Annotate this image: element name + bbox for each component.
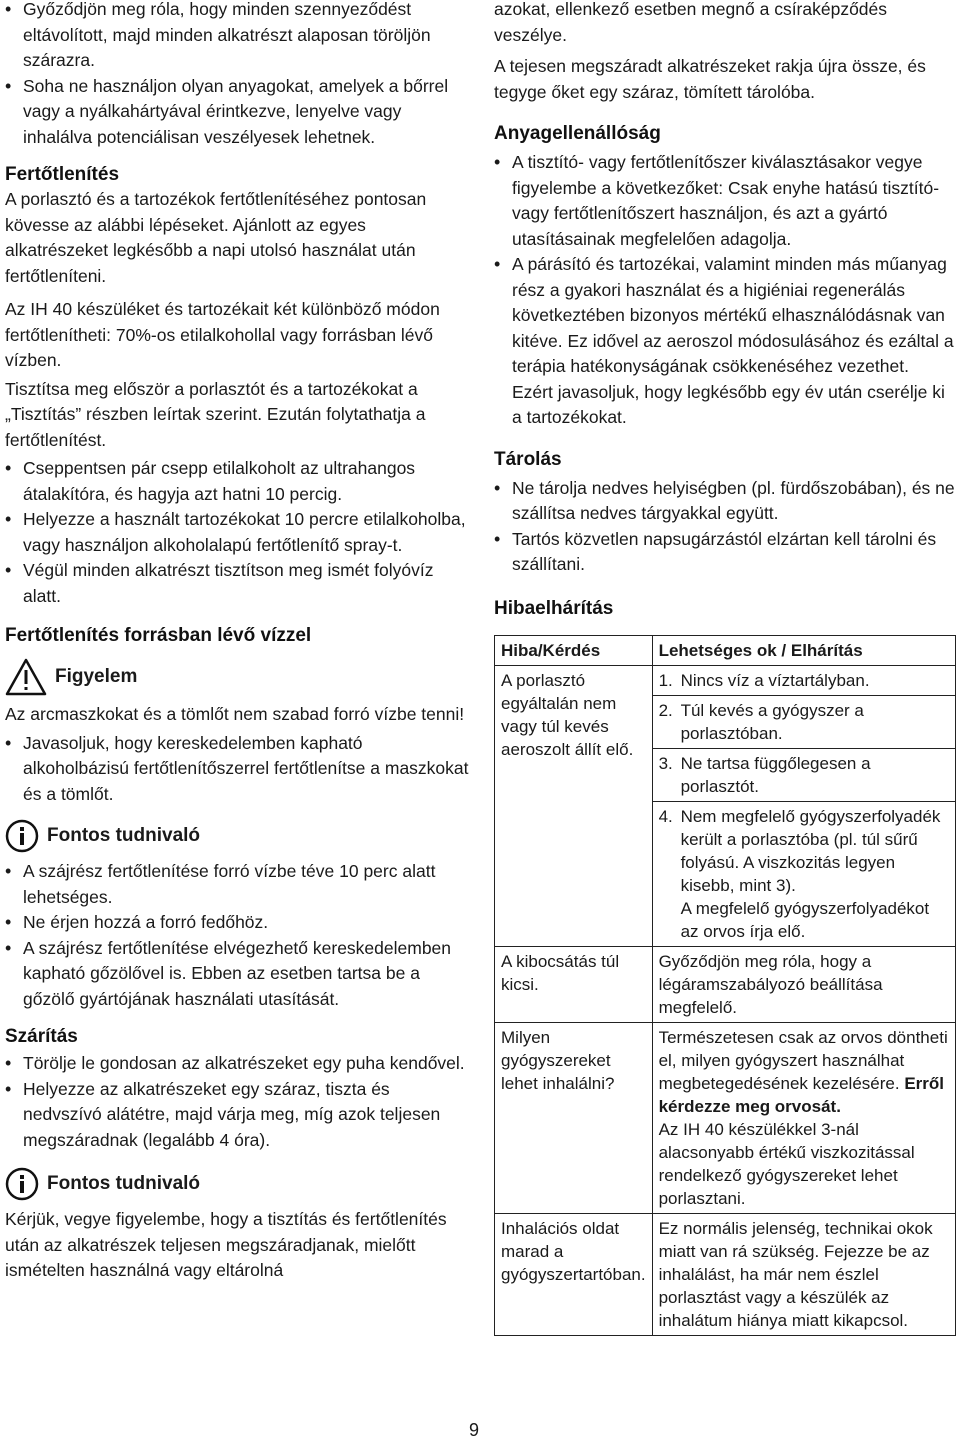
list-item: • Javasoljuk, hogy kereskedelemben kapható alkoholbázisú fertőtlenítőszerrel fertőtlenítse a maszkokat és a tömlőt. xyxy=(5,731,470,808)
table-row xyxy=(495,1213,956,1335)
intro-bullet-list xyxy=(5,0,470,150)
list-item: • A szájrész fertőtlenítése forró vízbe téve 10 perc alatt lehetséges. xyxy=(5,859,470,910)
resistance-after-text: Ezért javasoljuk, hogy legkésőbb egy év után cserélje ki a tartozékokat. xyxy=(512,381,945,427)
disinfection-paragraph: A porlasztó és a tartozékok fertőtlenítéséhez pontosan kövesse az alábbi lépéseket. Ajánlott az egyes alkatrészeket legkésőbb a napi utolsó használat után fertőtleníteni. xyxy=(5,189,427,286)
solution-cell: Győződjön meg róla, hogy a légáramszabályozó beállítása megfelelő. xyxy=(652,946,955,1022)
warning-text: Az arcmaszkokat és a tömlőt nem szabad forró vízbe tenni! xyxy=(5,704,465,724)
problem-cell: Milyen gyógyszereket lehet inhalálni? xyxy=(495,1022,653,1213)
list-item: • Soha ne használjon olyan anyagokat, amelyek a bőrrel vagy a nyálkahártyával érintkezve, lenyelve vagy inhalálva potenciálisan veszélyesek lehetnek. xyxy=(5,74,470,151)
list-item: • A párásító és tartozékai, valamint minden más műanyag rész a gyakori használat és a higiéniai regenerálás következtében bizonyos mértékű elhasználódásnak van kitéve. Ez idővel az aeroszol módosulásához és ezáltal a terápia hatékonyságának csökkenéséhez vezethet. xyxy=(494,252,956,380)
step-text: Ne tartsa függőlegesen a porlasztót. xyxy=(680,753,871,796)
resistance-bullet-list xyxy=(494,150,956,380)
list-item: • A tisztító- vagy fertőtlenítőszer kiválasztásakor vegye figyelembe a következőket: Csak enyhe hatású tisztító- vagy fertőtlenítőszert használjon, és azt a gyártó utasításainak megfelelően adagolja. xyxy=(494,150,956,252)
column-header: Hiba/Kérdés xyxy=(495,635,653,665)
step-number: 1. xyxy=(658,670,673,690)
drying-bullet-list xyxy=(5,1051,470,1153)
list-item: • Helyezze a használt tartozékokat 10 percre etilalkoholba, vagy használjon alkoholalapú fertőtlenítő spray-t. xyxy=(5,507,470,558)
resistance-heading: Anyagellenállóság xyxy=(494,123,661,144)
list-item: • Cseppentsen pár csepp etilalkoholt az ultrahangos átalakítóra, és hagyja azt hatni 10 percig. xyxy=(5,456,470,507)
solution-step xyxy=(653,666,955,696)
list-item: • Törölje le gondosan az alkatrészeket egy puha kendővel. xyxy=(5,1051,470,1077)
left-column xyxy=(5,0,470,1287)
column-header: Lehetséges ok / Elhárítás xyxy=(652,635,955,665)
warning-title: Figyelem xyxy=(55,666,138,688)
step-number: 2. xyxy=(658,700,673,720)
step-text: Túl kevés a gyógyszer a porlasztóban. xyxy=(680,700,864,743)
list-item: • Végül minden alkatrészt tisztítson meg ismét folyóvíz alatt. xyxy=(5,558,470,609)
solution-emphasis: Erről kérdezze meg orvosát. xyxy=(658,1073,944,1116)
table-header-row xyxy=(495,635,956,665)
disinfection-heading: Fertőtlenítés xyxy=(5,164,120,185)
boiling-heading: Fertőtlenítés forrásban lévő vízzel xyxy=(5,625,312,646)
solution-cell: Ez normális jelenség, technikai okok miatt van rá szükség. Fejezze be az inhalálást, ha már nem észlel porlasztást vagy a készülék az inhalátum hiánya miatt kikapcsol. xyxy=(652,1213,955,1335)
step-text: Nincs víz a víztartályban. xyxy=(680,670,870,690)
list-item: • Helyezze az alkatrészeket egy száraz, tiszta és nedvszívó alátétre, majd várja meg, míg azok teljesen megszáradnak (legalább 4 óra). xyxy=(5,1077,470,1154)
troubleshooting-heading: Hibaelhárítás xyxy=(494,597,614,619)
solution-step xyxy=(653,749,955,802)
list-item: • Ne tárolja nedves helyiségben (pl. fürdőszobában), és ne szállítsa nedves tárgyakkal együtt. xyxy=(494,476,956,527)
solution-cell xyxy=(652,1022,955,1213)
page-number: 9 xyxy=(469,1420,480,1440)
list-item: • Tartós közvetlen napsugárzástól elzártan kell tárolni és szállítani. xyxy=(494,527,956,578)
list-item: • A szájrész fertőtlenítése elvégezhető kereskedelemben kapható gőzölővel is. Ebben az esetben tartsa be a gőzölő gyártójának használati utasítását. xyxy=(5,936,470,1013)
info-icon xyxy=(5,1167,39,1201)
list-item: • Ne érjen hozzá a forró fedőhöz. xyxy=(5,910,470,936)
info-title: Fontos tudnivaló xyxy=(47,1173,201,1195)
solution-cell xyxy=(652,665,955,946)
info-text: Kérjük, vegye figyelembe, hogy a tisztítás és fertőtlenítés után az alkatrészek teljesen megszáradjanak, mielőtt ismételten használná vagy eltárolná xyxy=(5,1209,447,1280)
info-title: Fontos tudnivaló xyxy=(47,825,201,847)
info-notice xyxy=(5,1167,470,1201)
troubleshooting-table xyxy=(494,635,956,1336)
disinfection-paragraph: Tisztítsa meg először a porlasztót és a tartozékokat a „Tisztítás” részben leírtak szerint. Ezután folytathatja a fertőtlenítést. xyxy=(5,378,426,450)
problem-cell: A kibocsátás túl kicsi. xyxy=(495,946,653,1022)
step-number: 3. xyxy=(658,753,673,773)
solution-text: Természetesen csak az orvos döntheti el, milyen gyógyszert használhat megbetegedésének kezelésére. xyxy=(658,1027,948,1093)
problem-cell: Inhalációs oldat marad a gyógyszertartóban. xyxy=(495,1213,653,1335)
step-extra-text: A megfelelő gyógyszerfolyadékot az orvos írja elő. xyxy=(680,898,930,941)
disinfection-paragraph: Az IH 40 készüléket és tartozékait két különböző módon fertőtlenítheti: 70%-os etilalkohollal vagy forrásban lévő vízben. xyxy=(5,299,440,370)
problem-cell: A porlasztó egyáltalán nem vagy túl kevés aeroszolt állít elő. xyxy=(495,665,653,946)
storage-note: A tejesen megszáradt alkatrészeket rakja újra össze, és tegyge őket egy száraz, tömített tárolóba. xyxy=(494,56,926,102)
storage-heading: Tárolás xyxy=(494,448,562,470)
right-column xyxy=(494,0,956,1336)
step-number: 4. xyxy=(658,806,673,826)
table-row xyxy=(495,1022,956,1213)
list-item: • Győződjön meg róla, hogy minden szennyeződést eltávolított, majd minden alkatrészt alaposan töröljön szárazra. xyxy=(5,0,470,74)
warning-bullet-list xyxy=(5,731,470,808)
warning-triangle-icon xyxy=(5,658,47,696)
solution-step xyxy=(653,696,955,749)
table-row xyxy=(495,665,956,946)
solution-text: Az IH 40 készülékkel 3-nál alacsonyabb értékű viszkozitással rendelkező gyógyszereket lehet porlasztani. xyxy=(658,1119,915,1208)
drying-heading: Szárítás xyxy=(5,1026,78,1047)
step-text: Nem megfelelő gyógyszerfolyadék került a porlasztóba (pl. túl sűrű folyású. A viszkozitás legyen kisebb, mint 3). xyxy=(680,806,941,895)
info-notice xyxy=(5,819,470,853)
continuation-text: azokat, ellenkező esetben megnő a csíraképződés veszélye. xyxy=(494,0,888,45)
disinfection-bullet-list xyxy=(5,456,470,609)
info-icon xyxy=(5,819,39,853)
storage-bullet-list xyxy=(494,476,956,578)
info-bullet-list xyxy=(5,859,470,1012)
solution-step xyxy=(653,802,955,946)
warning-notice xyxy=(5,658,470,696)
table-row xyxy=(495,946,956,1022)
